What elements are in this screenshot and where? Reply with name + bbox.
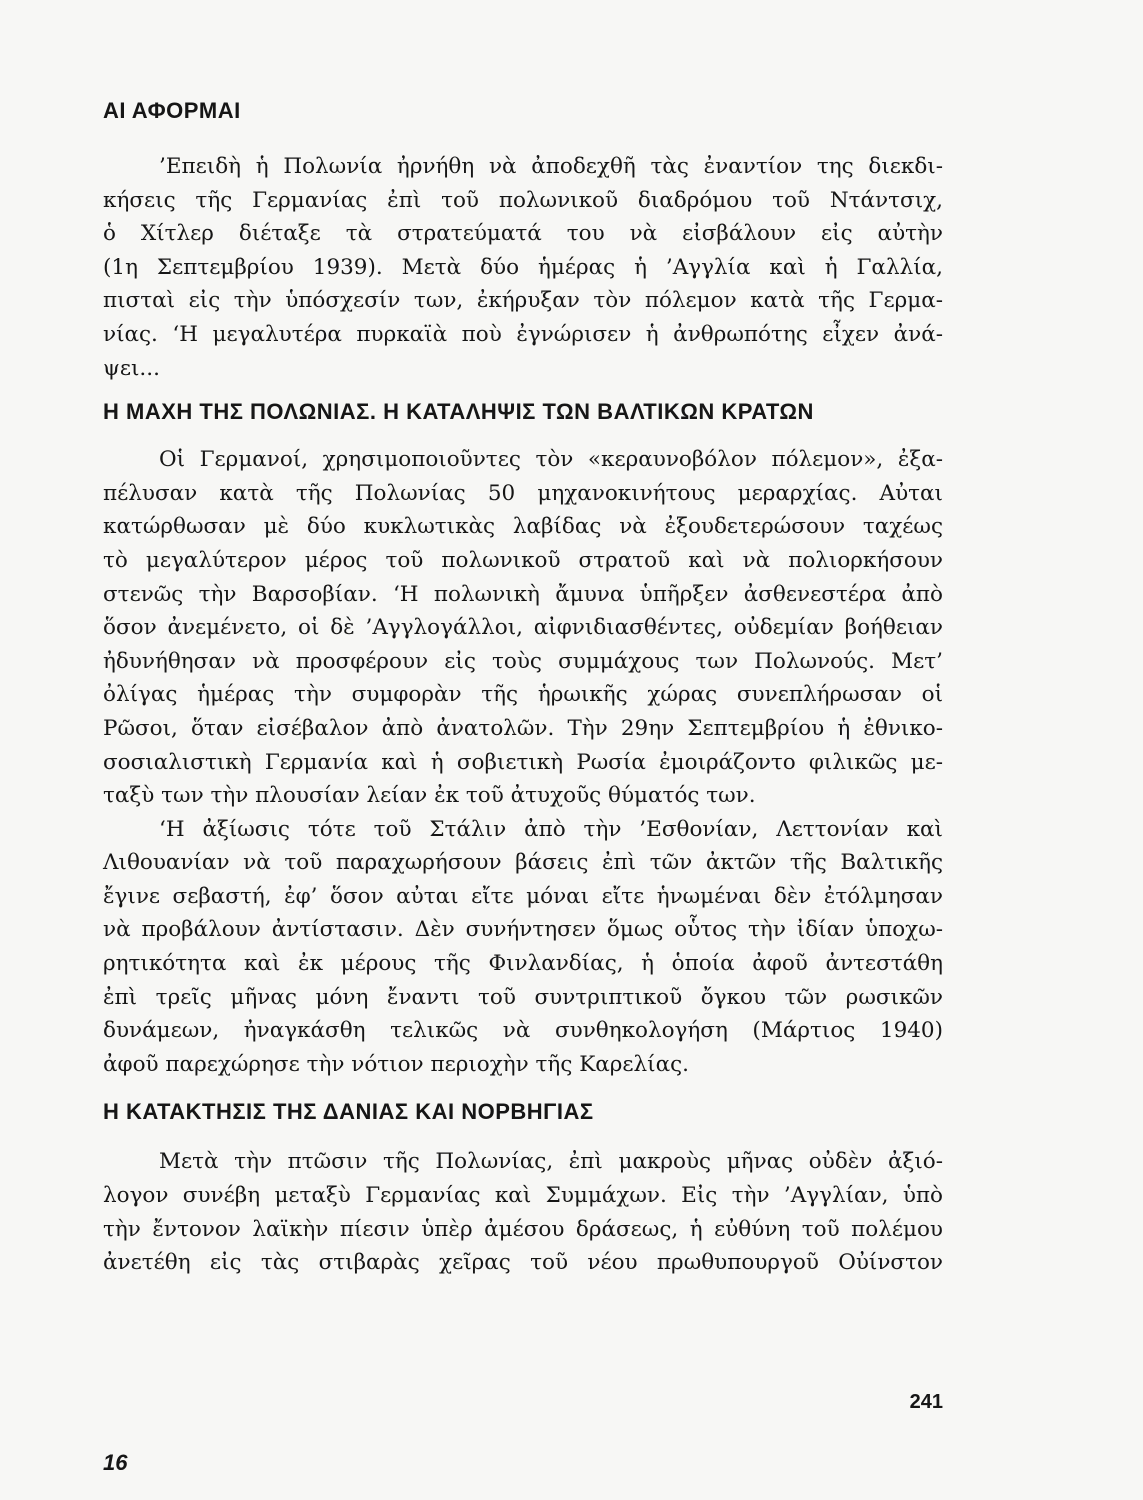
text-line: ὁ Χίτλερ διέταξε τὰ στρατεύματά του νὰ εἰσβάλουν εἰς αὐτὴν: [103, 221, 943, 247]
section-heading-poland: Η ΜΑΧΗ ΤΗΣ ΠΟΛΩΝΙΑΣ. Η ΚΑΤΑΛΗΨΙΣ ΤΩΝ ΒΑΛΤΙΚΩΝ ΚΡΑΤΩΝ: [103, 399, 814, 425]
text-line: ἠδυνήθησαν νὰ προσφέρουν εἰς τοὺς συμμάχους των Πολωνούς. Μετ’: [103, 648, 943, 674]
text-line: δυνάμεων, ἠναγκάσθη τελικῶς νὰ συνθηκολογήση (Μάρτιος 1940): [103, 1018, 943, 1044]
text-line: ‘Η ἀξίωσις τότε τοῦ Στάλιν ἀπὸ τὴν ’Εσθονίαν, Λεττονίαν καὶ: [159, 816, 943, 842]
section-heading-aformai: ΑΙ ΑΦΟΡΜΑΙ: [103, 98, 241, 123]
text-line: ψει...: [103, 355, 160, 381]
text-line: Λιθουανίαν νὰ τοῦ παραχωρήσουν βάσεις ἐπὶ τῶν ἀκτῶν τῆς Βαλτικῆς: [103, 850, 943, 876]
paragraph-aformai: [103, 150, 943, 385]
text-line: ρητικότητα καὶ ἐκ μέρους τῆς Φινλανδίας, ἡ ὁποία ἀφοῦ ἀντεστάθη: [103, 951, 943, 977]
page-number-right: 241: [909, 1391, 943, 1413]
text-line: ὅσον ἀνεμένετο, οἱ δὲ ’Αγγλογάλλοι, αἰφνιδιασθέντες, οὐδεμίαν βοήθειαν: [103, 615, 943, 641]
text-line: ἐπὶ τρεῖς μῆνας μόνη ἔναντι τοῦ συντριπτικοῦ ὄγκου τῶν ρωσικῶν: [103, 984, 943, 1010]
text-line: πέλυσαν κατὰ τῆς Πολωνίας 50 μηχανοκινήτους μεραρχίας. Αὐται: [103, 480, 943, 506]
text-line: τὴν ἔντονον λαϊκὴν πίεσιν ὑπὲρ ἀμέσου δράσεως, ἡ εὐθύνη τοῦ πολέμου: [103, 1216, 943, 1242]
text-line: στενῶς τὴν Βαρσοβίαν. ‘Η πολωνικὴ ἄμυνα ὑπῆρξεν ἀσθενεστέρα ἀπὸ: [103, 581, 943, 607]
text-line: νὰ προβάλουν ἀντίστασιν. Δὲν συνήντησεν ὅμως οὗτος τὴν ἰδίαν ὑποχω-: [103, 917, 943, 943]
text-line: (1η Σεπτεμβρίου 1939). Μετὰ δύο ἡμέρας ἡ ’Αγγλία καὶ ἡ Γαλλία,: [103, 254, 943, 280]
text-line: κατώρθωσαν μὲ δύο κυκλωτικὰς λαβίδας νὰ ἐξουδετερώσουν ταχέως: [103, 514, 943, 540]
text-line: κήσεις τῆς Γερμανίας ἐπὶ τοῦ πολωνικοῦ διαδρόμου τοῦ Ντάντσιχ,: [103, 187, 943, 213]
section-heading-denmark-norway: Η ΚΑΤΑΚΤΗΣΙΣ ΤΗΣ ΔΑΝΙΑΣ ΚΑΙ ΝΟΡΒΗΓΙΑΣ: [103, 1099, 594, 1125]
text-line: Ρῶσοι, ὅταν εἰσέβαλον ἀπὸ ἀνατολῶν. Τὴν 29ην Σεπτεμβρίου ἡ ἐθνικο-: [103, 715, 943, 741]
text-line: Οἱ Γερμανοί, χρησιμοποιοῦντες τὸν «κεραυνοβόλον πόλεμον», ἐξα-: [159, 447, 943, 473]
text-line: ταξὺ των τὴν πλουσίαν λείαν ἐκ τοῦ ἀτυχοῦς θύματός των.: [103, 783, 756, 809]
text-line: λογον συνέβη μεταξὺ Γερμανίας καὶ Συμμάχων. Εἰς τὴν ’Αγγλίαν, ὑπὸ: [103, 1183, 943, 1209]
paragraph-poland-battle: [103, 443, 943, 813]
text-line: νίας. ‘Η μεγαλυτέρα πυρκαϊὰ ποὺ ἐγνώρισεν ἡ ἀνθρωπότης εἶχεν ἀνά-: [103, 321, 943, 347]
text-line: ἀνετέθη εἰς τὰς στιβαρὰς χεῖρας τοῦ νέου πρωθυπουργοῦ Οὐίνστον: [103, 1250, 943, 1276]
text-line: ἔγινε σεβαστή, ἐφ’ ὅσον αὐται εἴτε μόναι εἴτε ἡνωμέναι δὲν ἐτόλμησαν: [103, 883, 943, 909]
text-line: ὀλίγας ἡμέρας τὴν συμφορὰν τῆς ἡρωικῆς χώρας συνεπλήρωσαν οἱ: [103, 682, 943, 708]
paragraph-baltic-states: [103, 813, 943, 1082]
text-line: Μετὰ τὴν πτῶσιν τῆς Πολωνίας, ἐπὶ μακροὺς μῆνας οὐδὲν ἀξιό-: [159, 1149, 943, 1175]
paragraph-denmark-norway: [103, 1145, 943, 1279]
text-line: σοσιαλιστικὴ Γερμανία καὶ ἡ σοβιετικὴ Ρωσία ἐμοιράζοντο φιλικῶς με-: [103, 749, 943, 775]
text-line: τὸ μεγαλύτερον μέρος τοῦ πολωνικοῦ στρατοῦ καὶ νὰ πολιορκήσουν: [103, 547, 943, 573]
text-line: πισταὶ εἰς τὴν ὑπόσχεσίν των, ἐκήρυξαν τὸν πόλεμον κατὰ τῆς Γερμα-: [103, 288, 943, 314]
text-line: ἀφοῦ παρεχώρησε τὴν νότιον περιοχὴν τῆς Καρελίας.: [103, 1051, 690, 1077]
page-body: [103, 98, 943, 1280]
page-number-left: 16: [103, 1450, 128, 1475]
text-line: ’Επειδὴ ἡ Πολωνία ἠρνήθη νὰ ἀποδεχθῆ τὰς ἐναντίον της διεκδι-: [159, 154, 943, 179]
